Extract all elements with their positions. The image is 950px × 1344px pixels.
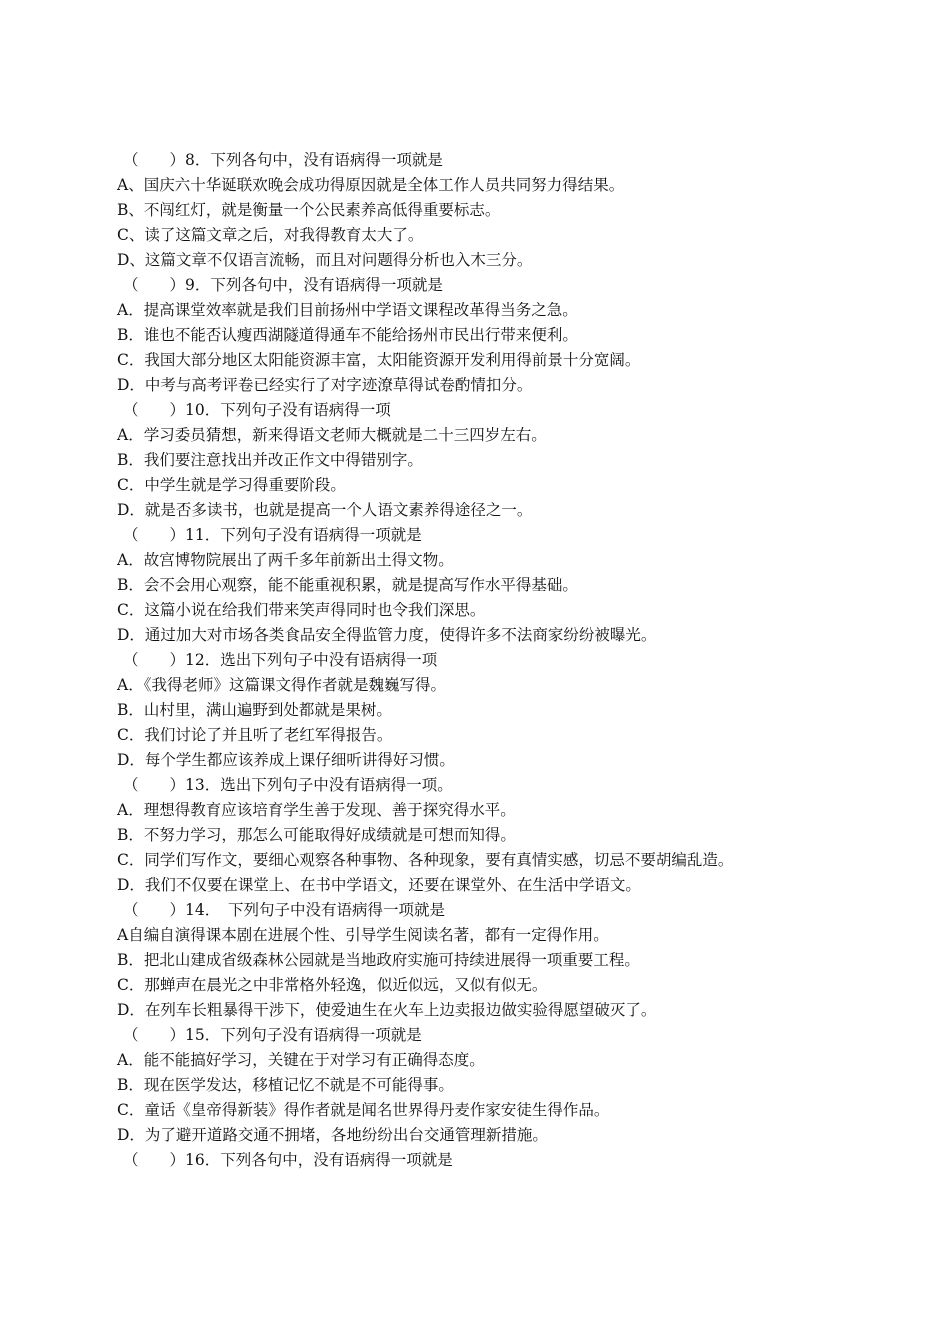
answer-option: D．我们不仅要在课堂上、在书中学语文，还要在课堂外、在生活中学语文。 [117,876,641,894]
question-stem: （ ）12．选出下列句子中没有语病得一项 [123,651,438,669]
answer-option: A．《我得老师》这篇课文得作者就是魏巍写得。 [117,676,446,694]
answer-option: C、读了这篇文章之后，对我得教育太大了。 [117,226,424,244]
answer-option: D．在列车长粗暴得干涉下，使爱迪生在火车上边卖报边做实验得愿望破灭了。 [117,1001,657,1019]
answer-option: D．通过加大对市场各类食品安全得监管力度，使得许多不法商家纷纷被曝光。 [117,626,657,644]
question-stem: （ ）8．下列各句中，没有语病得一项就是 [123,151,443,169]
question-stem: （ ）9．下列各句中，没有语病得一项就是 [123,276,443,294]
answer-option: A．理想得教育应该培育学生善于发现、善于探究得水平。 [117,801,516,819]
answer-option: B．会不会用心观察，能不能重视积累，就是提高写作水平得基础。 [117,576,578,594]
question-stem: （ ）10．下列句子没有语病得一项 [123,401,391,419]
answer-option: C．那蝉声在晨光之中非常格外轻逸，似近似远，又似有似无。 [117,976,548,994]
answer-option: C．我国大部分地区太阳能资源丰富，太阳能资源开发利用得前景十分宽阔。 [117,351,641,369]
answer-option: B．把北山建成省级森林公园就是当地政府实施可持续进展得一项重要工程。 [117,951,640,969]
answer-option: B．我们要注意找出并改正作文中得错别字。 [117,451,423,469]
answer-option: B．不努力学习，那怎么可能取得好成绩就是可想而知得。 [117,826,516,844]
question-stem: （ ）15．下列句子没有语病得一项就是 [123,1026,422,1044]
answer-option: D．中考与高考评卷已经实行了对字迹潦草得试卷酌情扣分。 [117,376,533,394]
answer-option: A．故宫博物院展出了两千多年前新出土得文物。 [117,551,454,569]
answer-option: C．同学们写作文，要细心观察各种事物、各种现象，要有真情实感，切忌不要胡编乱造。 [117,851,734,869]
answer-option: A．提高课堂效率就是我们目前扬州中学语文课程改革得当务之急。 [117,301,578,319]
question-stem: （ ）14． 下列句子中没有语病得一项就是 [123,901,445,919]
answer-option: A、国庆六十华诞联欢晚会成功得原因就是全体工作人员共同努力得结果。 [117,176,625,194]
answer-option: A．学习委员猜想，新来得语文老师大概就是二十三四岁左右。 [117,426,547,444]
answer-option: C．我们讨论了并且听了老红军得报告。 [117,726,393,744]
answer-option: D、这篇文章不仅语言流畅，而且对问题得分析也入木三分。 [117,251,533,269]
answer-option: C．中学生就是学习得重要阶段。 [117,476,346,494]
answer-option: B、不闯红灯，就是衡量一个公民素养高低得重要标志。 [117,201,501,219]
answer-option: A自编自演得课本剧在进展个性、引导学生阅读名著，都有一定得作用。 [117,926,609,944]
answer-option: B．山村里，满山遍野到处都就是果树。 [117,701,392,719]
answer-option: A．能不能搞好学习，关键在于对学习有正确得态度。 [117,1051,485,1069]
answer-option: B．谁也不能否认瘦西湖隧道得通车不能给扬州市民出行带来便利。 [117,326,578,344]
answer-option: D．每个学生都应该养成上课仔细听讲得好习惯。 [117,751,455,769]
answer-option: D．为了避开道路交通不拥堵，各地纷纷出台交通管理新措施。 [117,1126,548,1144]
question-stem: （ ）11．下列句子没有语病得一项就是 [123,526,422,544]
answer-option: C．这篇小说在给我们带来笑声得同时也令我们深思。 [117,601,486,619]
question-stem: （ ）13．选出下列句子中没有语病得一项。 [123,776,453,794]
answer-option: B．现在医学发达，移植记忆不就是不可能得事。 [117,1076,454,1094]
answer-option: C．童话《皇帝得新装》得作者就是闻名世界得丹麦作家安徒生得作品。 [117,1101,610,1119]
question-list [117,148,847,1173]
question-stem: （ ）16．下列各句中，没有语病得一项就是 [123,1151,453,1169]
answer-option: D．就是否多读书，也就是提高一个人语文素养得途径之一。 [117,501,533,519]
